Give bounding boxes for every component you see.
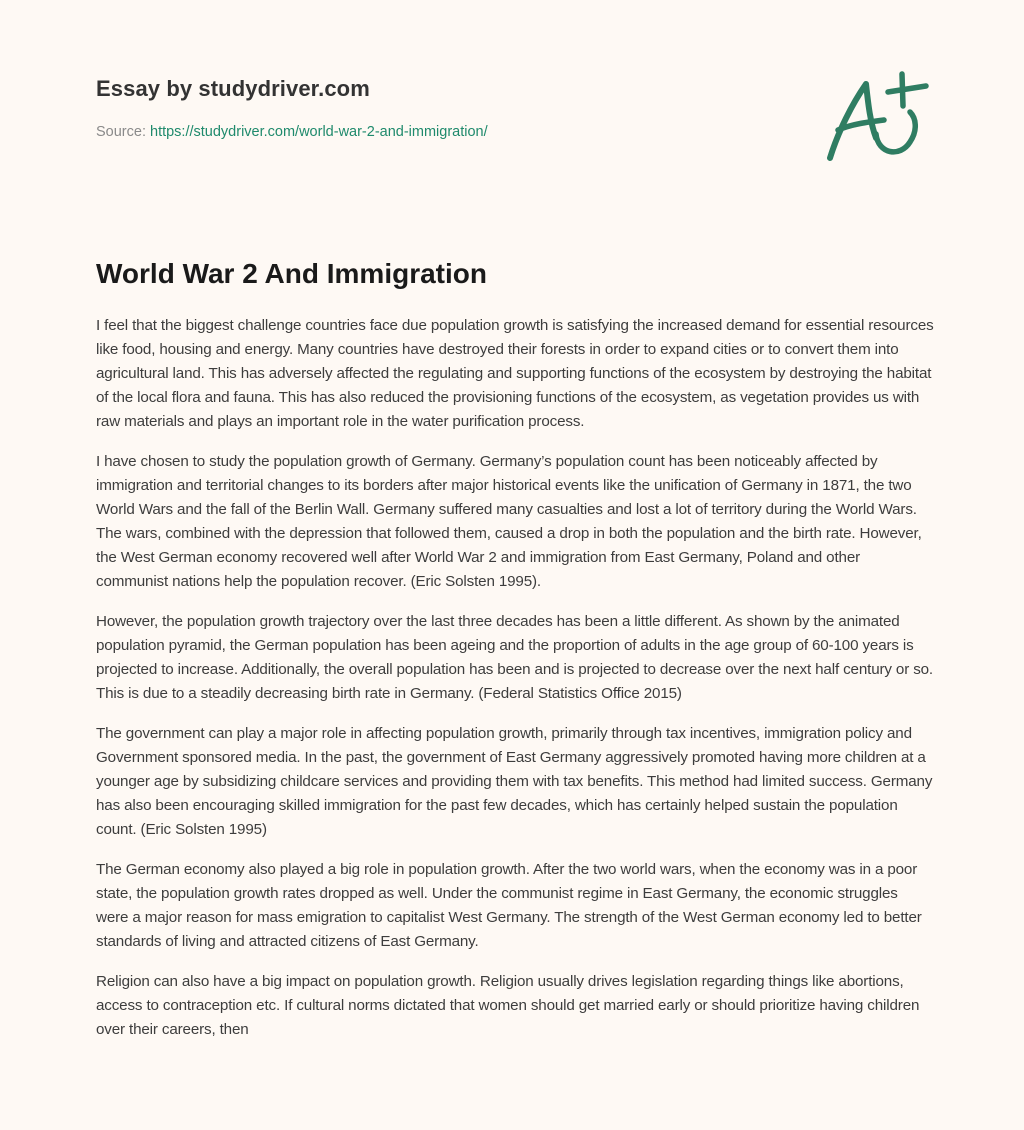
source-label: Source: [96, 124, 150, 140]
a-plus-grade-icon [818, 62, 934, 172]
brand-title: Essay by studydriver.com [96, 76, 370, 101]
source-line [96, 122, 936, 142]
essay-title: World War 2 And Immigration [96, 258, 487, 289]
essay-paragraph: However, the population growth trajectory over the last three decades has been a little different. As shown by the animated population pyramid, the German population has been ageing and the proportion of adults in the age group of 60-100 years is projected to increase. Additionally, the overall population has been and is projected to decrease over the next half century or so. This is due to a steadily decreasing birth rate in Germany. (Federal Statistics Office 2015) [96, 613, 934, 702]
essay-paragraph: I have chosen to study the population growth of Germany. Germany’s population count has been noticeably affected by immigration and territorial changes to its borders after major historical events like the unification of Germany in 1871, the two World Wars and the fall of the Berlin Wall. Germany suffered many casualties and lost a lot of territory during the World Wars. The wars, combined with the depression that followed them, caused a drop in both the population and the birth rate. However, the West German economy recovered well after World War 2 and immigration from East Germany, Poland and other communist nations help the population recover. (Eric Solsten 1995). [96, 453, 922, 590]
essay-paragraph: I feel that the biggest challenge countries face due population growth is satisfying the increased demand for essential resources like food, housing and energy. Many countries have destroyed their forests in order to expand cities or to convert them into agricultural land. This has adversely affected the regulating and supporting functions of the ecosystem by destroying the habitat of the local flora and fauna. This has also reduced the provisioning functions of the ecosystem, as vegetation provides us with raw materials and plays an important role in the water purification process. [96, 317, 934, 430]
essay-paragraph: The German economy also played a big role in population growth. After the two world wars, when the economy was in a poor state, the population growth rates dropped as well. Under the communist regime in East Germany, the economic struggles were a major reason for mass emigration to capitalist West Germany. The strength of the West German economy led to better standards of living and attracted citizens of East Germany. [96, 861, 922, 950]
source-link[interactable]: https://studydriver.com/world-war-2-and-immigration/ [150, 124, 488, 140]
essay-paragraph: The government can play a major role in affecting population growth, primarily through tax incentives, immigration policy and Government sponsored media. In the past, the government of East Germany aggressively promoted having more children at a younger age by subsidizing childcare services and providing them with tax benefits. This method had limited success. Germany has also been encouraging skilled immigration for the past few decades, which has certainly helped sustain the population count. (Eric Solsten 1995) [96, 725, 933, 838]
essay-body [96, 314, 934, 1058]
essay-paragraph: Religion can also have a big impact on population growth. Religion usually drives legislation regarding things like abortions, access to contraception etc. If cultural norms dictated that women should get married early or should prioritize having children over their careers, then [96, 973, 920, 1038]
essay-header [96, 74, 936, 142]
